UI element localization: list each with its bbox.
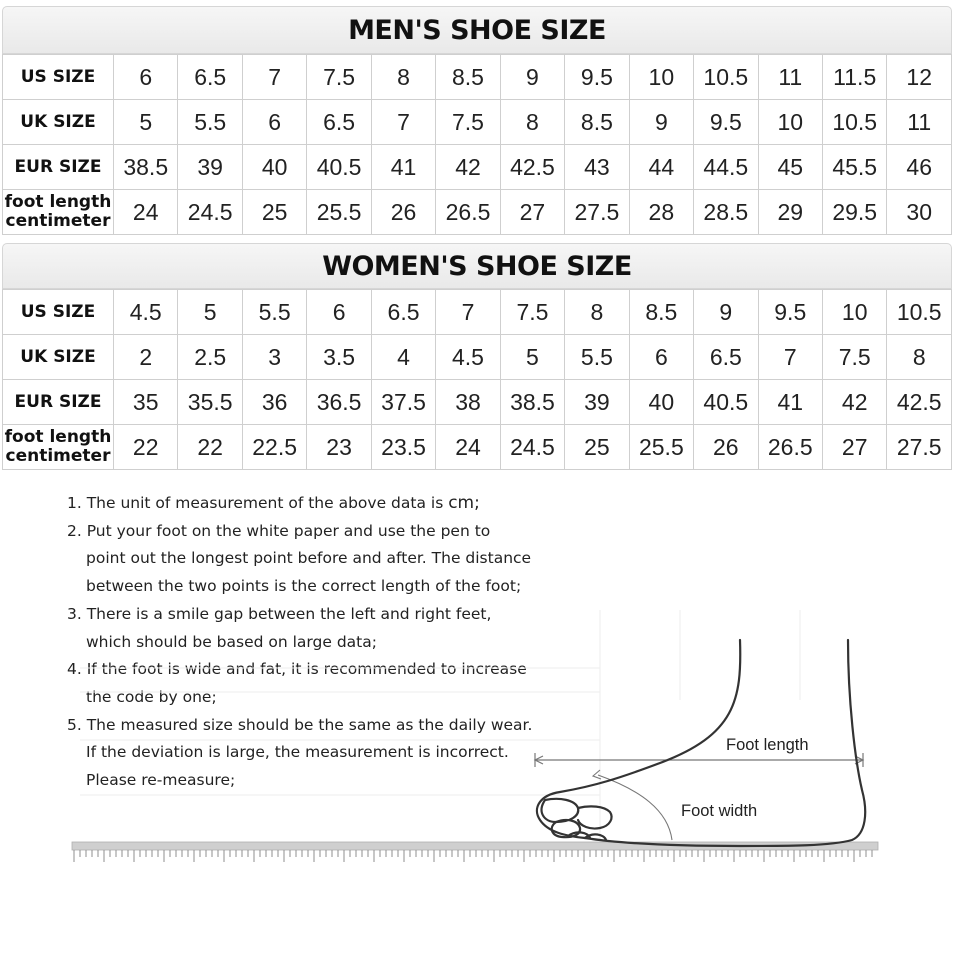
size-cell: 3.5 xyxy=(307,335,371,380)
size-row xyxy=(3,425,952,470)
size-cell: 22 xyxy=(114,425,178,470)
size-cell: 23 xyxy=(307,425,371,470)
row-label xyxy=(3,380,114,425)
size-row xyxy=(3,100,952,145)
size-cell: 29.5 xyxy=(822,190,886,235)
size-cell: 11 xyxy=(758,55,822,100)
womens-size-title: WOMEN'S SHOE SIZE xyxy=(322,250,632,282)
row-label-text: foot length xyxy=(4,427,112,447)
row-label xyxy=(3,100,114,145)
size-cell: 6 xyxy=(114,55,178,100)
size-cell: 9 xyxy=(629,100,693,145)
size-cell: 46 xyxy=(887,145,952,190)
foot-width-arrow xyxy=(593,770,672,840)
size-cell: 41 xyxy=(371,145,435,190)
size-cell: 8 xyxy=(887,335,952,380)
size-cell: 42 xyxy=(822,380,886,425)
size-row xyxy=(3,55,952,100)
size-cell: 9.5 xyxy=(758,290,822,335)
unit-cm: cm; xyxy=(448,493,480,513)
size-cell: 23.5 xyxy=(371,425,435,470)
size-cell: 4.5 xyxy=(436,335,500,380)
row-label-text: EUR SIZE xyxy=(14,156,102,177)
size-cell: 9 xyxy=(694,290,758,335)
size-cell: 24 xyxy=(114,190,178,235)
size-cell: 8.5 xyxy=(629,290,693,335)
size-cell: 27.5 xyxy=(887,425,952,470)
row-label-text: EUR SIZE xyxy=(14,391,102,412)
row-label xyxy=(3,145,114,190)
size-cell: 35 xyxy=(114,380,178,425)
size-cell: 38.5 xyxy=(500,380,564,425)
size-cell: 8 xyxy=(565,290,629,335)
size-cell: 39 xyxy=(565,380,629,425)
size-cell: 36.5 xyxy=(307,380,371,425)
size-cell: 8.5 xyxy=(565,100,629,145)
size-cell: 45.5 xyxy=(822,145,886,190)
size-cell: 5.5 xyxy=(565,335,629,380)
instruction-line: 5. The measured size should be the same as the daily wear. xyxy=(67,715,533,734)
size-cell: 43 xyxy=(565,145,629,190)
size-cell: 41 xyxy=(758,380,822,425)
size-cell: 5 xyxy=(178,290,242,335)
size-cell: 6.5 xyxy=(694,335,758,380)
size-cell: 5.5 xyxy=(178,100,242,145)
size-cell: 4 xyxy=(371,335,435,380)
size-cell: 6.5 xyxy=(307,100,371,145)
size-row xyxy=(3,290,952,335)
size-cell: 24.5 xyxy=(178,190,242,235)
row-label-text: foot length xyxy=(4,192,112,212)
instruction-line: Please re-measure; xyxy=(86,771,236,790)
size-cell: 26 xyxy=(371,190,435,235)
foot-length-arrow xyxy=(535,753,863,767)
size-row xyxy=(3,190,952,235)
size-cell: 26 xyxy=(694,425,758,470)
size-cell: 9 xyxy=(500,55,564,100)
size-cell: 4.5 xyxy=(114,290,178,335)
size-cell: 5 xyxy=(114,100,178,145)
mens-size-title-bar xyxy=(2,6,952,54)
size-cell: 6.5 xyxy=(371,290,435,335)
size-cell: 8 xyxy=(371,55,435,100)
size-cell: 25 xyxy=(242,190,306,235)
instruction-line: point out the longest point before and after. The distance xyxy=(86,549,532,568)
size-cell: 6 xyxy=(307,290,371,335)
row-label-text: UK SIZE xyxy=(20,111,96,132)
instruction-line: 2. Put your foot on the white paper and use the pen to xyxy=(67,521,491,540)
size-cell: 10.5 xyxy=(887,290,952,335)
womens-size-table xyxy=(2,289,952,470)
instruction-line: between the two points is the correct length of the foot; xyxy=(86,577,522,596)
size-cell: 10.5 xyxy=(694,55,758,100)
foot-length-label: Foot length xyxy=(726,736,809,754)
size-cell: 5.5 xyxy=(242,290,306,335)
size-cell: 42.5 xyxy=(887,380,952,425)
row-label xyxy=(3,290,114,335)
size-cell: 11.5 xyxy=(822,55,886,100)
size-cell: 36 xyxy=(242,380,306,425)
size-cell: 10 xyxy=(822,290,886,335)
size-cell: 25.5 xyxy=(629,425,693,470)
foot-width-label: Foot width xyxy=(681,802,758,820)
instruction-line: If the deviation is large, the measurement is incorrect. xyxy=(86,743,509,762)
size-cell: 30 xyxy=(887,190,952,235)
mens-size-section xyxy=(2,6,952,235)
size-row xyxy=(3,335,952,380)
size-cell: 24.5 xyxy=(500,425,564,470)
size-cell: 7.5 xyxy=(307,55,371,100)
size-cell: 3 xyxy=(242,335,306,380)
size-cell: 38 xyxy=(436,380,500,425)
size-cell: 2 xyxy=(114,335,178,380)
size-cell: 7 xyxy=(371,100,435,145)
size-cell: 27 xyxy=(500,190,564,235)
size-cell: 6.5 xyxy=(178,55,242,100)
row-label xyxy=(3,425,114,470)
size-cell: 5 xyxy=(500,335,564,380)
size-cell: 12 xyxy=(887,55,952,100)
size-cell: 10 xyxy=(758,100,822,145)
row-label-text: centimeter xyxy=(5,211,111,231)
foot-measurement-illustration xyxy=(0,600,960,890)
size-cell: 37.5 xyxy=(371,380,435,425)
womens-size-title-bar xyxy=(2,243,952,289)
mens-size-table xyxy=(2,54,952,235)
size-cell: 28 xyxy=(629,190,693,235)
womens-size-section xyxy=(2,243,952,470)
size-cell: 40 xyxy=(629,380,693,425)
size-cell: 44.5 xyxy=(694,145,758,190)
row-label-text: UK SIZE xyxy=(20,346,96,367)
size-cell: 44 xyxy=(629,145,693,190)
size-cell: 8.5 xyxy=(436,55,500,100)
size-cell: 11 xyxy=(887,100,952,145)
size-cell: 25.5 xyxy=(307,190,371,235)
size-cell: 28.5 xyxy=(694,190,758,235)
instruction-line xyxy=(67,490,587,518)
size-row xyxy=(3,380,952,425)
size-cell: 29 xyxy=(758,190,822,235)
size-cell: 27.5 xyxy=(565,190,629,235)
size-cell: 26.5 xyxy=(436,190,500,235)
size-cell: 7.5 xyxy=(500,290,564,335)
size-cell: 10.5 xyxy=(822,100,886,145)
size-cell: 6 xyxy=(629,335,693,380)
instruction-line: 4. If the foot is wide and fat, it is recommended to increase xyxy=(67,660,527,679)
size-cell: 10 xyxy=(629,55,693,100)
row-label-text: centimeter xyxy=(5,446,111,466)
size-cell: 22.5 xyxy=(242,425,306,470)
size-cell: 40 xyxy=(242,145,306,190)
mens-size-title: MEN'S SHOE SIZE xyxy=(348,14,606,46)
size-cell: 9.5 xyxy=(565,55,629,100)
size-cell: 40.5 xyxy=(694,380,758,425)
size-cell: 7 xyxy=(242,55,306,100)
size-cell: 6 xyxy=(242,100,306,145)
instruction-line: the code by one; xyxy=(86,687,217,706)
size-cell: 7 xyxy=(758,335,822,380)
size-cell: 25 xyxy=(565,425,629,470)
size-cell: 27 xyxy=(822,425,886,470)
size-cell: 8 xyxy=(500,100,564,145)
instruction-line: which should be based on large data; xyxy=(86,632,377,651)
size-cell: 7 xyxy=(436,290,500,335)
row-label xyxy=(3,55,114,100)
row-label-text: US SIZE xyxy=(20,301,96,322)
size-cell: 24 xyxy=(436,425,500,470)
size-row xyxy=(3,145,952,190)
size-cell: 42.5 xyxy=(500,145,564,190)
size-cell: 7.5 xyxy=(436,100,500,145)
size-cell: 35.5 xyxy=(178,380,242,425)
size-cell: 9.5 xyxy=(694,100,758,145)
instruction-line: 3. There is a smile gap between the left and right feet, xyxy=(67,604,492,623)
row-label-text: US SIZE xyxy=(20,66,96,87)
size-cell: 26.5 xyxy=(758,425,822,470)
size-cell: 42 xyxy=(436,145,500,190)
size-cell: 7.5 xyxy=(822,335,886,380)
size-cell: 38.5 xyxy=(114,145,178,190)
size-cell: 45 xyxy=(758,145,822,190)
instruction-text: 1. The unit of measurement of the above data is xyxy=(67,494,449,512)
size-cell: 40.5 xyxy=(307,145,371,190)
size-cell: 2.5 xyxy=(178,335,242,380)
row-label xyxy=(3,335,114,380)
size-cell: 39 xyxy=(178,145,242,190)
row-label xyxy=(3,190,114,235)
size-cell: 22 xyxy=(178,425,242,470)
